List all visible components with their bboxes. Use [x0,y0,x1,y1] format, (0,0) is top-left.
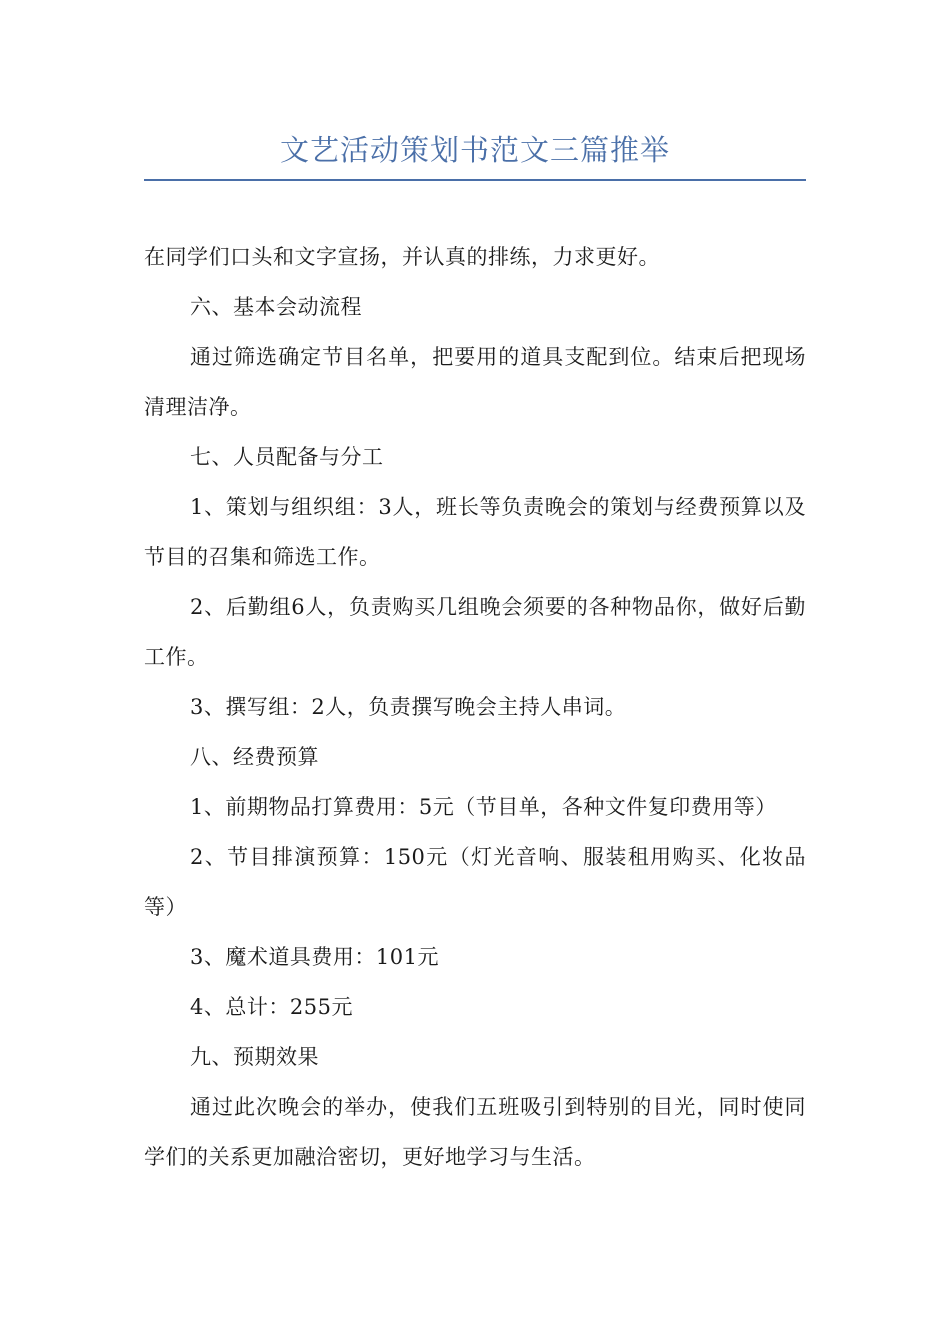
document-body [144,232,806,1182]
heading-section-9: 九、预期效果 [190,1045,319,1069]
title-underline [144,179,806,181]
paragraph-budget-rehearsal: 2、节目排演预算：150元（灯光音响、服装租用购买、化妆品等） [144,845,806,919]
paragraph-budget-props: 3、魔术道具费用：101元 [190,945,439,969]
paragraph-process: 通过筛选确定节目名单，把要用的道具支配到位。结束后把现场清理洁净。 [144,345,806,419]
heading-section-6: 六、基本会动流程 [190,295,362,319]
paragraph-budget-total: 4、总计：255元 [190,995,353,1019]
paragraph-writing-group: 3、撰写组：2人，负责撰写晚会主持人串词。 [190,695,627,719]
heading-section-8: 八、经费预算 [190,745,319,769]
paragraph-planning-group: 1、策划与组织组：3人，班长等负责晚会的策划与经费预算以及节目的召集和筛选工作。 [144,495,806,569]
paragraph-continuation: 在同学们口头和文字宣扬，并认真的排练，力求更好。 [144,245,660,269]
paragraph-budget-prep: 1、前期物品打算费用：5元（节目单，各种文件复印费用等） [190,795,777,819]
heading-section-7: 七、人员配备与分工 [190,445,384,469]
paragraph-expected-effect: 通过此次晚会的举办，使我们五班吸引到特别的目光，同时使同学们的关系更加融洽密切，更好地学习与生活。 [144,1095,806,1169]
paragraph-logistics-group: 2、后勤组6人，负责购买几组晚会须要的各种物品你，做好后勤工作。 [144,595,806,669]
document-title: 文艺活动策划书范文三篇推举 [279,133,670,167]
